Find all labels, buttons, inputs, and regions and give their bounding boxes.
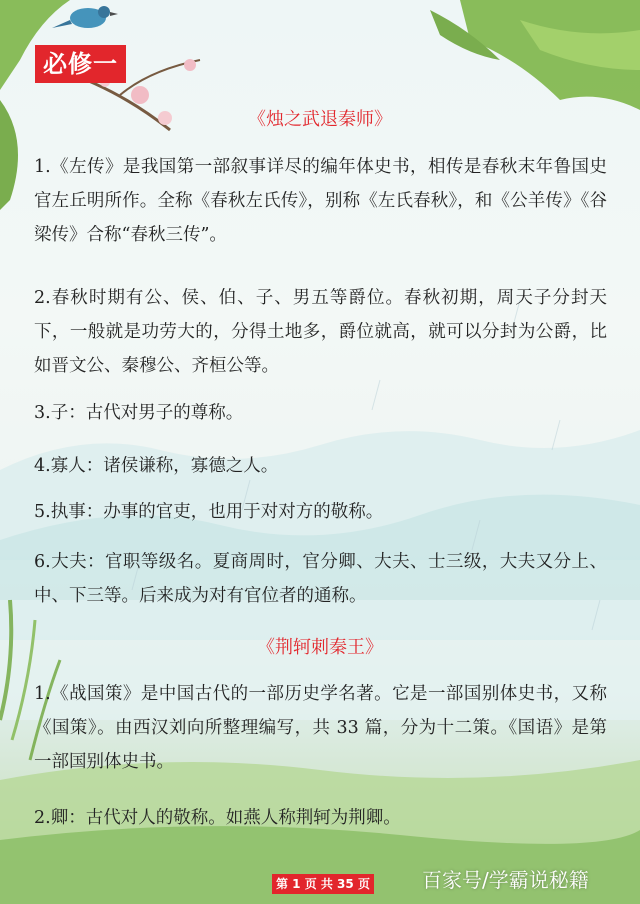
source-watermark: 百家号/学霸说秘籍 (422, 868, 589, 892)
section-title: 《烛之武退秦师》 (248, 109, 392, 130)
list-item: 2.春秋时期有公、侯、伯、子、男五等爵位。春秋初期，周天子分封天下，一般就是功劳大的，分得土地多，爵位就高，就可以分封为公爵，比如晋文公、秦穆公、齐桓公等。 (34, 288, 607, 376)
list-item: 5.执事：办事的官吏，也用于对对方的敬称。 (34, 502, 384, 522)
volume-tag: 必修一 (35, 45, 126, 83)
list-item: 1.《左传》是我国第一部叙事详尽的编年体史书，相传是春秋末年鲁国史官左丘明所作。全称《春秋左氏传》，别称《左氏春秋》，和《公羊传》《谷梁传》合称“春秋三传”。 (34, 157, 607, 245)
list-item: 2.卿：古代对人的敬称。如燕人称荆轲为荆卿。 (34, 808, 401, 828)
list-item: 1.《战国策》是中国古代的一部历史学名著。它是一部国别体史书，又称《国策》。由西汉刘向所整理编写，共 33 篇，分为十二策。《国语》是第一部国别体史书。 (34, 684, 607, 772)
list-item: 3.子：古代对男子的尊称。 (34, 403, 244, 423)
section-title: 《荆轲刺秦王》 (257, 637, 383, 658)
list-item: 4.寡人：诸侯谦称，寡德之人。 (34, 456, 279, 476)
page-indicator: 第 1 页 共 35 页 (272, 874, 374, 894)
list-item: 6.大夫：官职等级名。夏商周时，官分卿、大夫、士三级，大夫又分上、中、下三等。后来成为对有官位者的通称。 (34, 552, 607, 606)
